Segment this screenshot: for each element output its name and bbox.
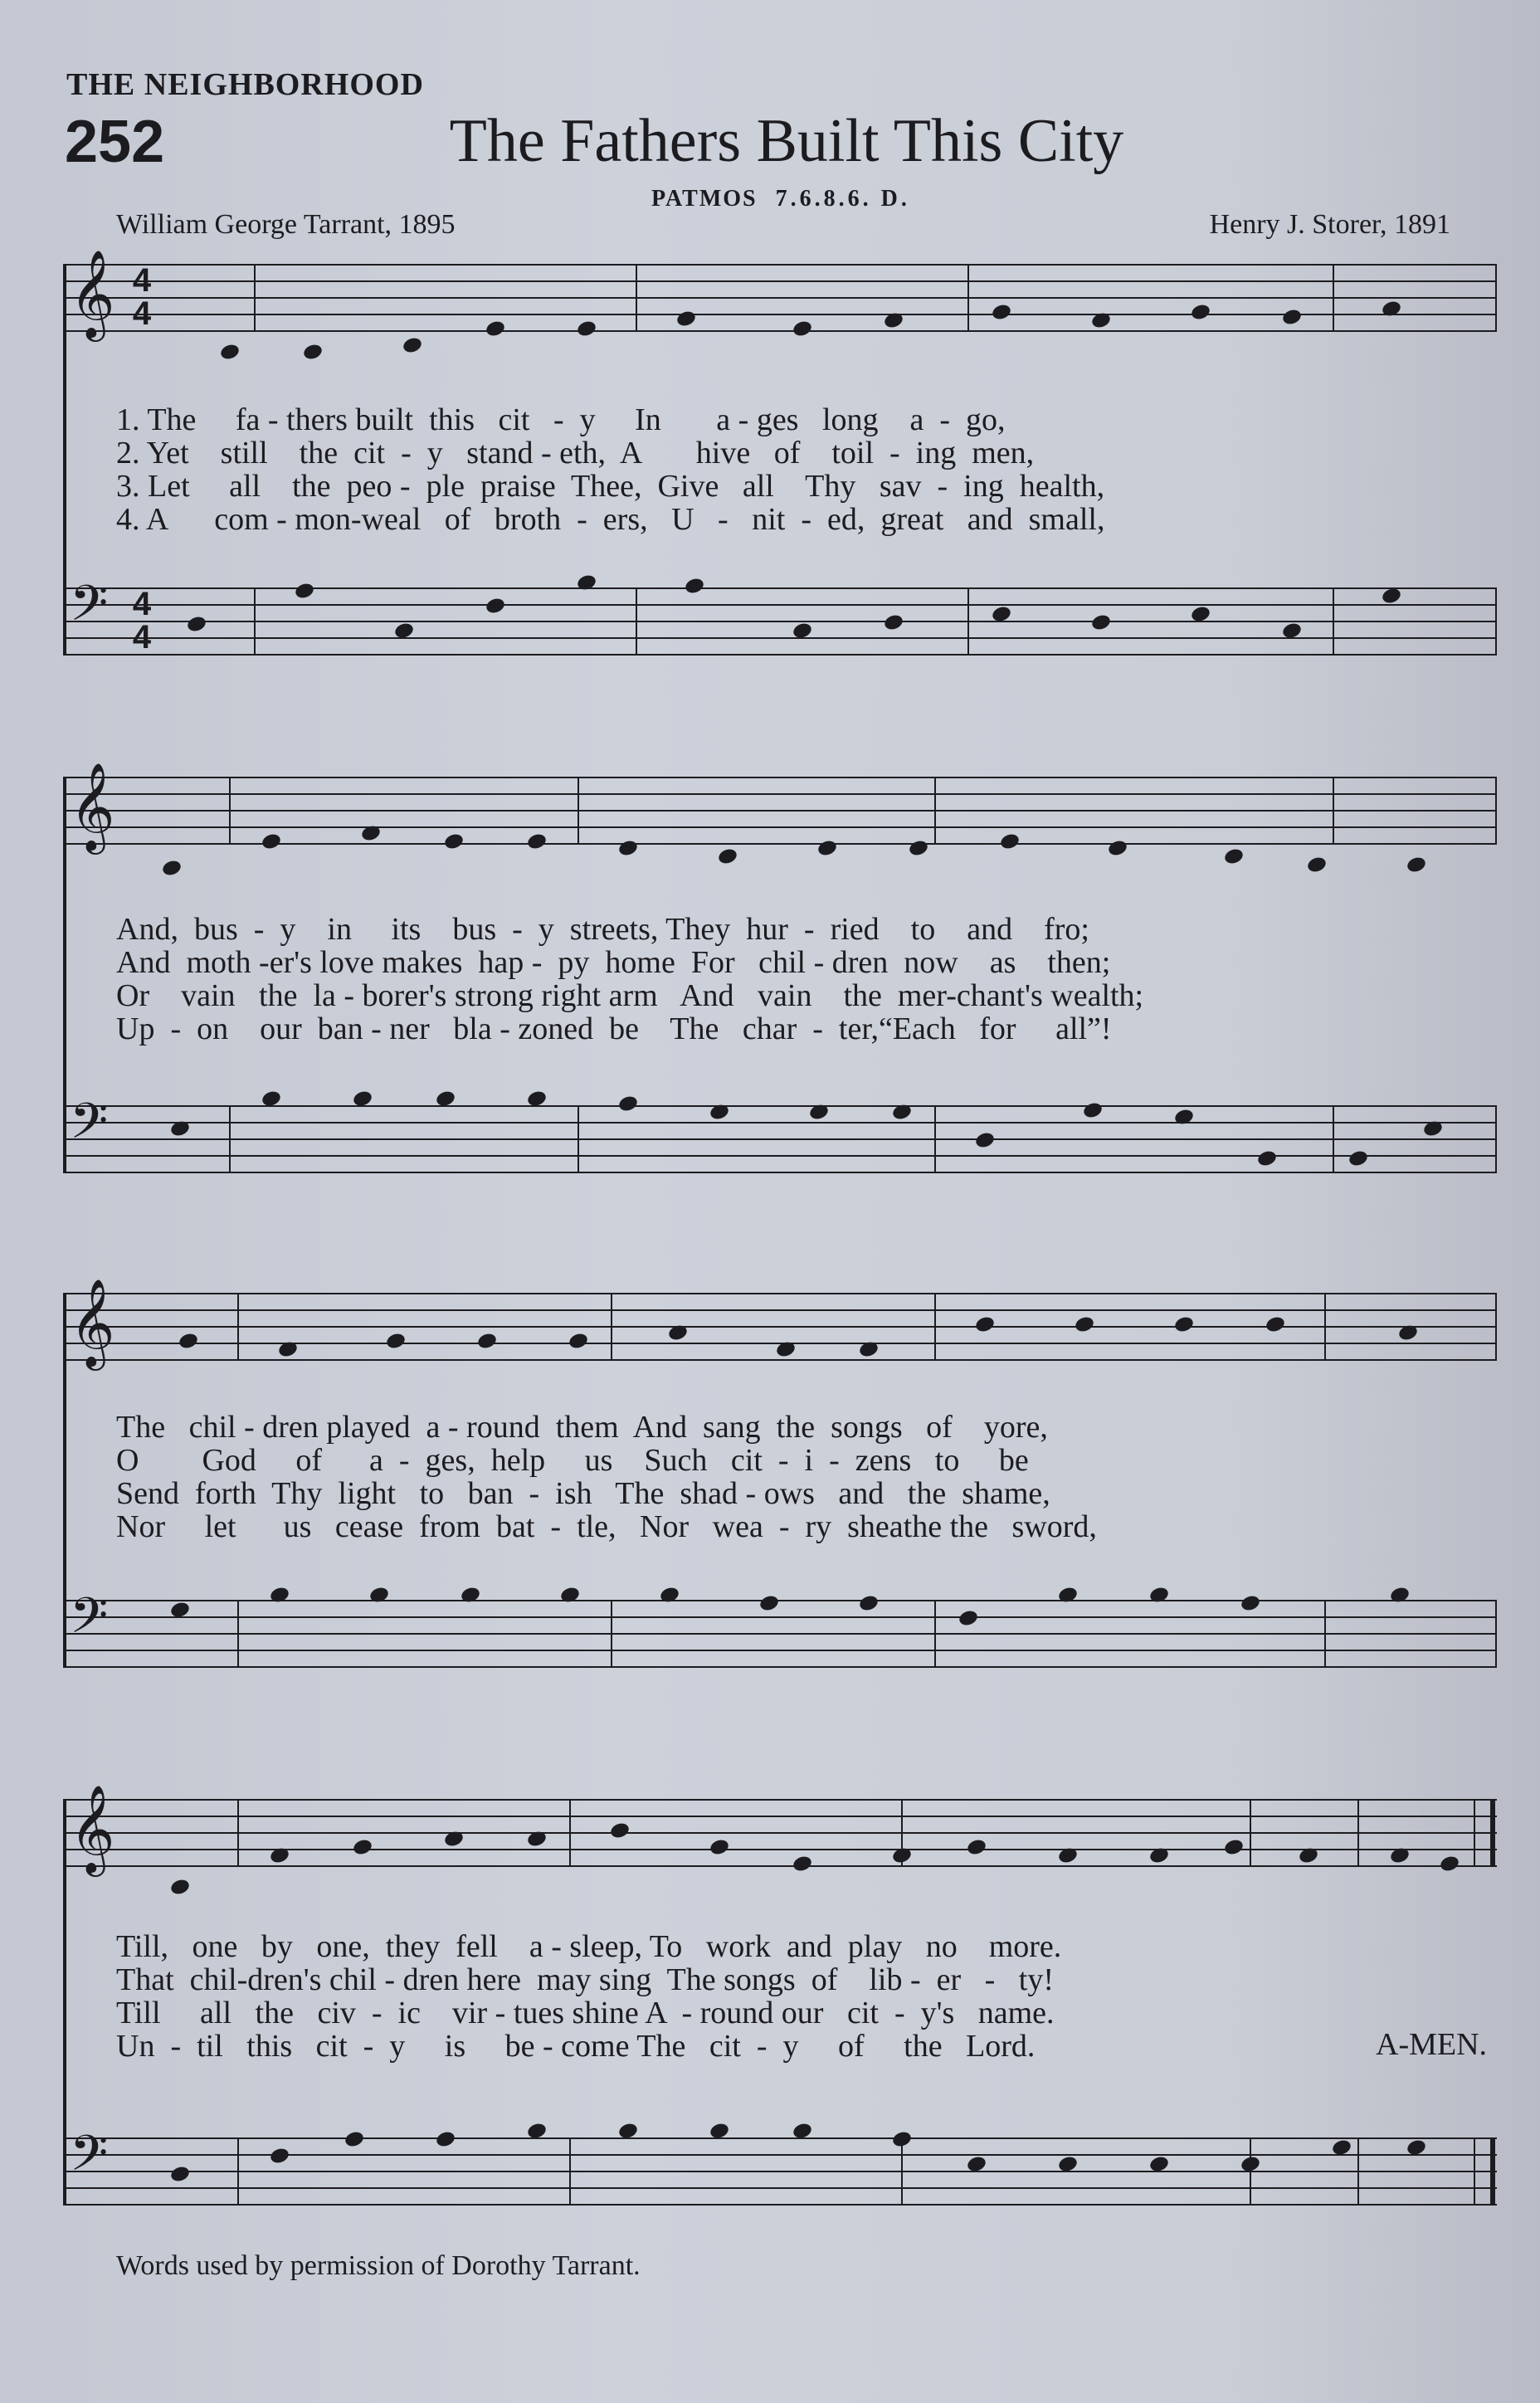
note [186,615,207,634]
note [717,847,738,866]
barline [237,1293,239,1361]
note [908,839,929,858]
time-signature: 4 4 [132,586,152,656]
note [659,1586,680,1605]
lyric-line: Un - til this cit - y is be - come The cit - y of the Lord. [116,2029,1036,2064]
note [169,2165,191,2184]
treble-staff [63,1278,1497,1367]
note [443,832,465,851]
barline [578,1105,579,1173]
barline [237,2137,239,2206]
note [999,832,1021,851]
note [1298,1846,1319,1865]
note [485,597,506,616]
bass-staff [63,574,1497,656]
note [368,1586,390,1605]
treble-staff [63,1784,1497,1873]
note [1240,1594,1261,1613]
note [460,1586,481,1605]
note [891,1103,913,1122]
barline [1495,587,1497,656]
note [1173,1108,1195,1127]
lyric-line: That chil-dren's chil - dren here may sing The songs of lib - er - ty! [116,1962,1055,1997]
note [675,310,697,329]
barline [569,2137,571,2206]
barline [1474,1799,1475,1867]
barline [934,1105,936,1173]
barline [254,264,256,332]
barline [1495,1105,1497,1173]
barline [611,1600,612,1668]
note [559,1586,581,1605]
note [1306,855,1328,875]
note [169,1119,191,1138]
note [808,1103,830,1122]
lyric-line: Or vain the la - borer's strong right arm And vain the mer-chant's wealth; [116,978,1144,1013]
note [792,621,813,641]
note [294,582,315,601]
composer-credit: Henry J. Storer, 1891 [1209,209,1450,240]
permission-note: Words used by permission of Dorothy Tarrant. [116,2250,641,2281]
note [858,1340,880,1359]
bass-staff [63,1092,1497,1173]
bass-clef-icon: 𝄢 [70,1092,109,1162]
barline [1324,1293,1326,1361]
note [476,1332,498,1351]
note [1281,621,1303,641]
lyric-line: Nor let us cease from bat - tle, Nor wea - ry sheathe the sword, [116,1509,1097,1544]
note [344,2130,365,2149]
barline [1333,264,1334,332]
treble-clef-icon: 𝄞 [70,1784,115,1873]
barline [1474,2137,1475,2206]
bass-staff [63,1587,1497,1668]
barline [636,264,637,332]
note [302,343,324,362]
note [277,1340,299,1359]
note [435,1089,456,1109]
note [1190,605,1211,624]
note [1057,1586,1079,1605]
treble-clef-icon: 𝄞 [70,249,115,338]
note [775,1340,797,1359]
lyric-line: Till all the civ - ic vir - tues shine A - round our cit - y's name. [116,1996,1055,2030]
barline [967,264,969,332]
note [526,2122,548,2141]
lyrics-block [116,913,1477,1046]
bass-staff [63,2124,1497,2206]
note [352,1838,373,1857]
note [1406,855,1427,875]
time-signature: 4 4 [132,262,152,332]
note [169,1601,191,1620]
note [1090,311,1112,330]
note [1397,1323,1419,1343]
barline [901,2137,903,2206]
note [1281,308,1303,327]
barline [1333,777,1334,845]
barline [636,587,637,656]
note [709,1838,730,1857]
note [1057,1846,1079,1865]
note [617,1094,639,1114]
lyric-line: 2. Yet still the cit - y stand - eth, A hive of toil - ing men, [116,436,1035,470]
note [792,319,813,339]
note [1389,1586,1411,1605]
lyrics-block [116,403,1477,536]
lyric-line: Up - on our ban - ner bla - zoned be The char - ter,“Each for all”! [116,1011,1112,1046]
barline [237,1600,239,1668]
barline [237,1799,239,1867]
note [435,2130,456,2149]
note [617,839,639,858]
barline [578,777,579,845]
note [1240,2155,1261,2174]
barline [254,587,256,656]
note [219,343,241,362]
treble-clef-icon: 𝄞 [70,1278,115,1367]
barline [1333,587,1334,656]
note [958,1609,979,1628]
note [1173,1315,1195,1334]
note [576,573,597,592]
author-credit: William George Tarrant, 1895 [116,209,456,240]
note [269,1586,290,1605]
note [1331,2138,1352,2157]
barline [934,1600,936,1668]
final-barline [1490,1799,1495,1867]
barline [1333,1105,1334,1173]
note [891,2130,913,2149]
bass-clef-icon: 𝄢 [70,574,109,644]
note [758,1594,780,1613]
note [617,2122,639,2141]
note [1057,2155,1079,2174]
note [974,1131,996,1150]
bass-clef-icon: 𝄢 [70,1587,109,1656]
lyric-line: 4. A com - mon-weal of broth - ers, U - nit - ed, great and small, [116,502,1105,537]
note [966,1838,987,1857]
treble-staff [63,762,1497,851]
note [1381,300,1402,319]
barline [1495,777,1497,845]
note [352,1089,373,1109]
amen-text: A-MEN. [1376,2027,1488,2062]
barline [1495,264,1497,332]
barline [229,1105,231,1173]
barline [934,777,936,845]
barline [569,1799,571,1867]
lyric-line: The chil - dren played a - round them And sang the songs of yore, [116,1410,1048,1445]
note [991,605,1012,624]
note [1406,2138,1427,2157]
tune-line [651,186,910,212]
lyrics-block [116,1411,1477,1543]
barline [1495,1600,1497,1668]
lyric-line: 3. Let all the peo - ple praise Thee, Give all Thy sav - ing health, [116,469,1105,504]
note [1348,1149,1369,1168]
note [1422,1119,1444,1138]
note [1082,1101,1104,1120]
note [858,1594,880,1613]
note [526,832,548,851]
barline [1250,1799,1251,1867]
section-heading: THE NEIGHBORHOOD [66,67,424,102]
note [1148,1846,1170,1865]
note [1265,1315,1286,1334]
lyric-line: O God of a - ges, help us Such cit - i - zens to be [116,1443,1029,1478]
barline [1357,2137,1359,2206]
treble-clef-icon: 𝄞 [70,762,115,851]
note [1439,1855,1460,1874]
note [991,303,1012,322]
lyric-line: Till, one by one, they fell a - sleep, To work and play no more. [116,1929,1062,1964]
note [568,1332,589,1351]
note [792,2122,813,2141]
hymn-title: The Fathers Built This City [449,107,1124,175]
note [883,311,904,330]
note [1381,587,1402,606]
note [269,1846,290,1865]
lyric-line: Send forth Thy light to ban - ish The shad - ows and the shame, [116,1476,1050,1511]
note [816,839,838,858]
bass-clef-icon: 𝄢 [70,2124,109,2194]
note [709,2122,730,2141]
note [526,1089,548,1109]
note [891,1846,913,1865]
note [526,1830,548,1849]
note [684,577,705,596]
note [1107,839,1128,858]
barline [967,587,969,656]
lyric-line: 1. The fa - thers built this cit - y In a - ges long a - go, [116,402,1006,437]
note [709,1103,730,1122]
treble-staff [63,249,1497,338]
note [667,1323,689,1343]
barline [611,1293,612,1361]
lyric-line: And moth -er's love makes hap - py home For chil - dren now as then; [116,945,1111,980]
note [261,1089,282,1109]
note [1389,1846,1411,1865]
barline [1250,2137,1251,2206]
final-barline [1490,2137,1495,2206]
barline [1495,1293,1497,1361]
note [966,2155,987,2174]
note [792,1855,813,1874]
note [1223,1838,1245,1857]
note [1223,847,1245,866]
note [1256,1149,1278,1168]
tune-name: PATMOS [651,186,758,212]
note [385,1332,407,1351]
hymn-number: 252 [65,109,165,175]
barline [1324,1600,1326,1668]
barline [1357,1799,1359,1867]
note [1148,2155,1170,2174]
note [609,1821,631,1840]
note [178,1332,199,1351]
note [269,2147,290,2166]
note [1090,613,1112,632]
note [261,832,282,851]
note [485,319,506,339]
lyric-line: And, bus - y in its bus - y streets, They hur - ried to and fro; [116,912,1089,947]
note [402,336,423,355]
note [1190,303,1211,322]
note [576,319,597,339]
note [443,1830,465,1849]
lyrics-block [116,1930,1477,2063]
note [1148,1586,1170,1605]
note [169,1878,191,1897]
note [161,859,183,878]
note [360,824,382,843]
note [883,613,904,632]
note [393,621,415,641]
barline [934,1293,936,1361]
tune-meter: 7.6.8.6. D. [775,186,910,212]
barline [229,777,231,845]
note [1074,1315,1095,1334]
note [974,1315,996,1334]
